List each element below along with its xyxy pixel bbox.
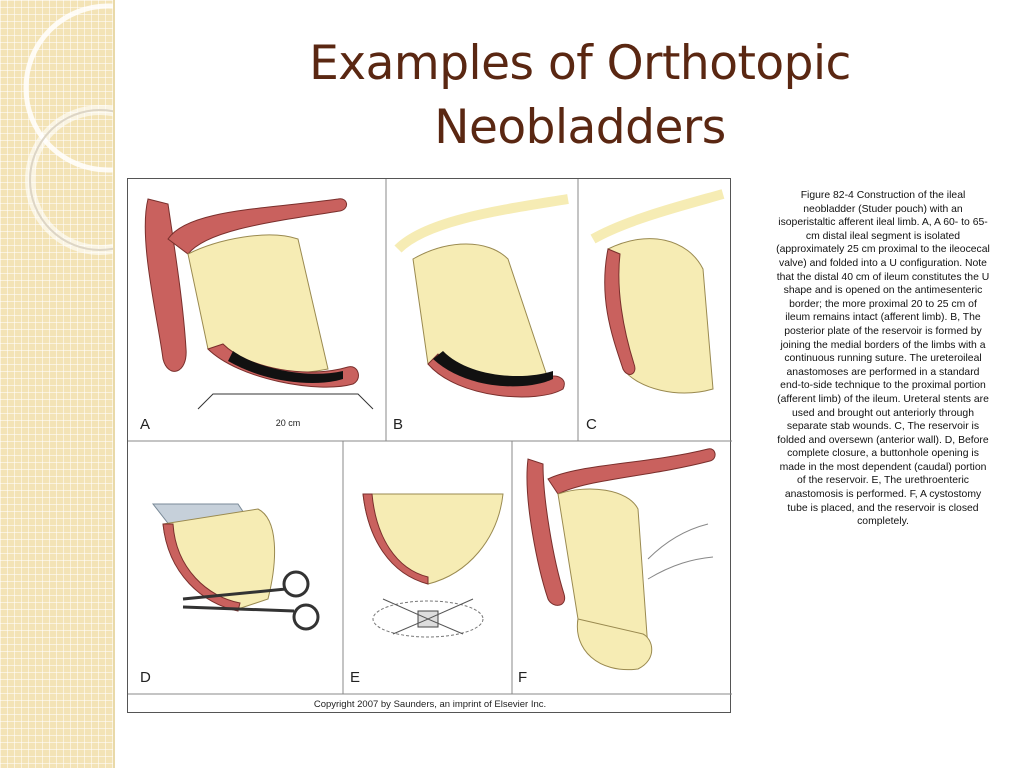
measure-label: 20 cm: [275, 418, 301, 428]
surgical-figure: [127, 178, 731, 713]
panel-letter-a: A: [140, 416, 151, 433]
slide-title: Examples of Orthotopic Neobladders: [309, 36, 851, 155]
panel-letter-f: F: [518, 669, 528, 686]
decorative-rings: [0, 0, 113, 768]
panel-c-drawing: [586, 194, 723, 433]
panel-d-drawing: [140, 504, 318, 686]
panel-letter-c: C: [586, 416, 597, 433]
panel-a-drawing: [140, 199, 373, 433]
decorative-side-band: [0, 0, 115, 768]
figure-copyright: Copyright 2007 by Saunders, an imprint of Elsevier Inc.: [313, 699, 547, 710]
figure-illustration: [128, 179, 732, 714]
panel-f-drawing: [518, 449, 715, 686]
panel-b-drawing: [393, 199, 568, 433]
panel-letter-d: D: [140, 669, 151, 686]
figure-caption: Figure 82-4 Construction of the ileal neobladder (Studer pouch) with an isoperistaltic afferent ileal limb. A, A 60- to 65-cm distal ileal segment is isolated (approximately 25 cm proximal to the ileocecal valve) and folded into a U configuration. Note that the distal 40 cm of ileum constitutes the U shape and is opened on the antimesenteric border; the more proximal 20 to 25 cm of ileum remains intact (afferent limb). B, The posterior plate of the reservoir is formed by joining the medial borders of the limbs with a continuous running suture. The ureteroileal anastomoses are performed in a standard end-to-side technique to the proximal portion (afferent limb) of the ileum. Ureteral stents are used and brought out anteriorly through separate stab wounds. C, The reservoir is folded and oversewn (anterior wall). D, Before complete closure, a buttonhole opening is made in the most dependent (caudal) portion of the reservoir. E, The urethroenteric anastomosis is performed. F, A cystostomy tube is placed, and the reservoir is closed completely.: [776, 190, 990, 528]
panel-e-drawing: [350, 494, 503, 686]
panel-letter-e: E: [350, 669, 361, 686]
panel-letter-b: B: [393, 416, 404, 433]
